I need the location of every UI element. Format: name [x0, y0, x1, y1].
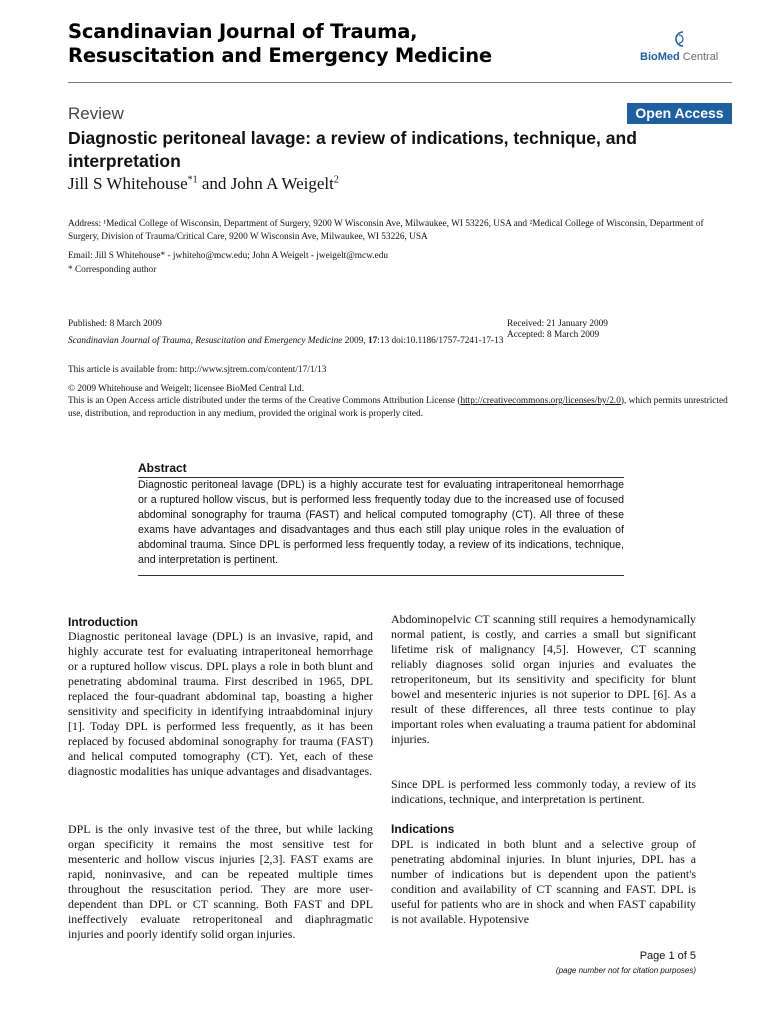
publisher-logo[interactable]	[638, 30, 719, 66]
author-1-mark: *1	[187, 174, 198, 186]
journal-title	[68, 20, 628, 68]
license-before: This is an Open Access article distributed under the terms of the Creative Commons Attribution License (	[68, 396, 461, 406]
citation-journal: Scandinavian Journal of Trauma, Resuscitation and Emergency Medicine	[68, 336, 343, 346]
license-text	[68, 395, 738, 420]
publisher-name	[640, 51, 718, 63]
received-date: Received: 21 January 2009	[507, 319, 608, 329]
citation-year: 2009,	[342, 336, 368, 346]
author-2: John A Weigelt	[230, 174, 334, 193]
indications-paragraph-1: DPL is indicated in both blunt and a selective group of penetrating abdominal injuries. In blunt injuries, DPL has a number of indications but is dependent upon the patient's condition and availability of CT scanning and FAST. DPL is useful for patients who are in shock and when FAST capability is not available. Hypotensive	[391, 837, 696, 926]
header-divider	[68, 82, 732, 83]
author-1: Jill S Whitehouse	[68, 174, 188, 193]
page-number-note: (page number not for citation purposes)	[555, 966, 696, 975]
license-after: ), which permits unrestricted use, distribution, and reproduction in any medium, provided the original work is properly cited.	[68, 396, 728, 419]
introduction-heading: Introduction	[68, 615, 138, 629]
biomed-central-logo-icon	[672, 30, 688, 48]
article-title: Diagnostic peritoneal lavage: a review of indications, technique, and interpretation	[68, 128, 637, 171]
citation-volume: 17	[367, 336, 378, 346]
affiliation-address: Address: ¹Medical College of Wisconsin, Department of Surgery, 9200 W Wisconsin Ave, Milwaukee, WI 53226, USA and ²Medical College of Wisconsin, Department of Surgery, Division of Trauma/Critical Care, 9200 W Wisconsin Ave, Milwaukee, WI 53226, USA	[68, 219, 704, 242]
publisher-name-bold: BioMed	[640, 51, 680, 63]
corresponding-author-note: * Corresponding author	[68, 265, 157, 275]
article-url[interactable]: This article is available from: http://www.sjtrem.com/content/17/1/13	[68, 365, 327, 375]
email-line[interactable]: Email: Jill S Whitehouse* - jwhiteho@mcw.edu; John A Weigelt - jweigelt@mcw.edu	[68, 251, 389, 261]
indications-heading: Indications	[391, 822, 455, 836]
right-column-paragraph-1: Abdominopelvic CT scanning still requires a hemodynamically normal patient, is costly, and carries a small but significant lifetime risk of malignancy [4,5]. However, CT scanning reliably diagnoses solid organ injuries and evaluates the retroperitoneum, but its sensitivity and specificity for blunt bowel and mesenteric injuries is not superior to DPL [6]. As a result of these differences, all three tests continue to play important roles when evaluating a trauma patient for abdominal injuries.	[391, 612, 696, 746]
introduction-paragraph-2: DPL is the only invasive test of the three, but while lacking organ specificity it remains the most sensitive test for mesenteric and hollow viscus injuries [2,3]. FAST exams are rapid, noninvasive, and can be repeated multiple times throughout the resuscitation period. They are more user-dependent than DPL or CT scanning. Both FAST and DPL ineffectively evaluate retroperitoneal and diaphragmatic injuries and poorly identify solid organ injuries.	[68, 822, 373, 941]
page-number: Page 1 of 5	[639, 950, 696, 962]
citation	[68, 335, 504, 348]
abstract-heading: Abstract	[138, 461, 187, 475]
journal-title-line1: Scandinavian Journal of Trauma,	[68, 20, 418, 43]
article-type: Review	[68, 104, 124, 123]
license-link[interactable]: http://creativecommons.org/licenses/by/2.0	[460, 396, 621, 406]
citation-doi: :13 doi:10.1186/1757-7241-17-13	[377, 336, 504, 346]
author-2-mark: 2	[333, 174, 339, 186]
right-column-paragraph-2: Since DPL is performed less commonly today, a review of its indications, technique, and interpretation is pertinent.	[391, 777, 696, 806]
copyright-line: © 2009 Whitehouse and Weigelt; licensee BioMed Central Ltd.	[68, 384, 305, 394]
published-date: Published: 8 March 2009	[68, 319, 162, 329]
accepted-date: Accepted: 8 March 2009	[507, 330, 600, 340]
open-access-badge: Open Access	[627, 103, 732, 124]
introduction-paragraph-1: Diagnostic peritoneal lavage (DPL) is an invasive, rapid, and highly accurate test for evaluating intraperitoneal hemorrhage or a ruptured hollow viscus. DPL plays a role in both blunt and penetrating abdominal trauma. First described in 1965, DPL replaced the four-quadrant abdominal tap, boasting a higher sensitivity and specificity in identifying intraabdominal injury [1]. Today DPL is performed less frequently, as it has been replaced by focused abdominal sonography for trauma (FAST) and helical computed tomography (CT). Yet, each of these diagnostic modalities has unique advantages and disadvantages.	[68, 629, 373, 778]
journal-title-line2: Resuscitation and Emergency Medicine	[68, 44, 492, 67]
abstract-bottom-rule	[138, 575, 624, 576]
authors	[68, 174, 339, 194]
abstract-text: Diagnostic peritoneal lavage (DPL) is a highly accurate test for evaluating intraperitoneal hemorrhage or a ruptured hollow viscus, but is performed less frequently today due to the increased use of focused abdominal sonography for trauma (FAST) and helical computed tomography (CT). All three of these exams have advantages and disadvantages and thus each still play unique roles in the evaluation of abdominal trauma. Since DPL is performed less frequently today, a review of its indications, technique, and interpretation is pertinent.	[138, 479, 624, 566]
publisher-name-light: Central	[679, 51, 719, 63]
authors-conjunction: and	[197, 174, 231, 193]
